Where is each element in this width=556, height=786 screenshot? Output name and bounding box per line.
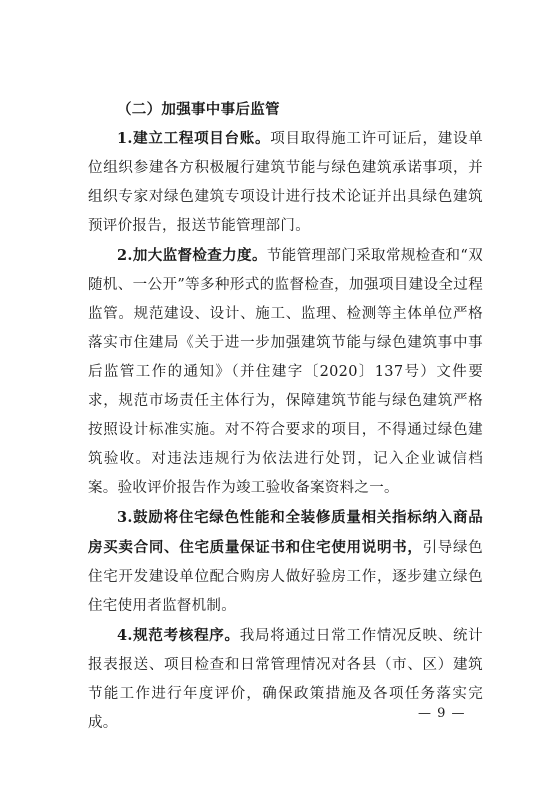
- paragraph-3-lead: 3.鼓励将住宅绿色性能和全装修质量相关指标纳入商品房买卖合同、住宅质量保证书和住宅使用说明书，: [88, 509, 483, 556]
- paragraph-4-text: 我局将通过日常工作情况反映、统计报表报送、项目检查和日常管理情况对各县（市、区）建筑节能工作进行年度评价，确保政策措施及各项任务落实完成。: [88, 628, 483, 731]
- paragraph-1: [88, 124, 483, 241]
- paragraph-1-text: 项目取得施工许可证后，建设单位组织参建各方积极履行建筑节能与绿色建筑承诺事项，并组织专家对绿色建筑专项设计进行技术论证并出具绿色建筑预评价报告，报送节能管理部门。: [88, 131, 484, 234]
- paragraph-2-lead: 2.加大监督检查力度。: [117, 247, 267, 264]
- section-heading: （二）加强事中事后监管: [117, 101, 280, 118]
- paragraph-2-text: 节能管理部门采取常规检查和“双随机、一公开”等多种形式的监督检查，加强项目建设全过程监管。规范建设、设计、施工、监理、检测等主体单位严格落实市住建局《关于进一步加强建筑节能与绿色建筑事中事后监管工作的通知》（并住建字〔2020〕137号）文件要求，规范市场责任主体行为，保障建筑节能与绿色建筑严格按照设计标准实施。对不符合要求的项目，不得通过绿色建筑验收。对违法违规行为依法进行处罚，记入企业诚信档案。验收评价报告作为竣工验收备案资料之一。: [88, 248, 483, 496]
- paragraph-3-text: 引导绿色住宅开发建设单位配合购房人做好验房工作，逐步建立绿色住宅使用者监督机制。: [88, 540, 483, 614]
- paragraph-3: [88, 503, 483, 621]
- page-number: — 9 —: [418, 706, 466, 721]
- paragraph-2: [88, 241, 483, 503]
- paragraph-1-lead: 1.建立工程项目台账。: [117, 130, 271, 147]
- document-body: [88, 95, 483, 738]
- paragraph-4-lead: 4.规范考核程序。: [117, 627, 240, 644]
